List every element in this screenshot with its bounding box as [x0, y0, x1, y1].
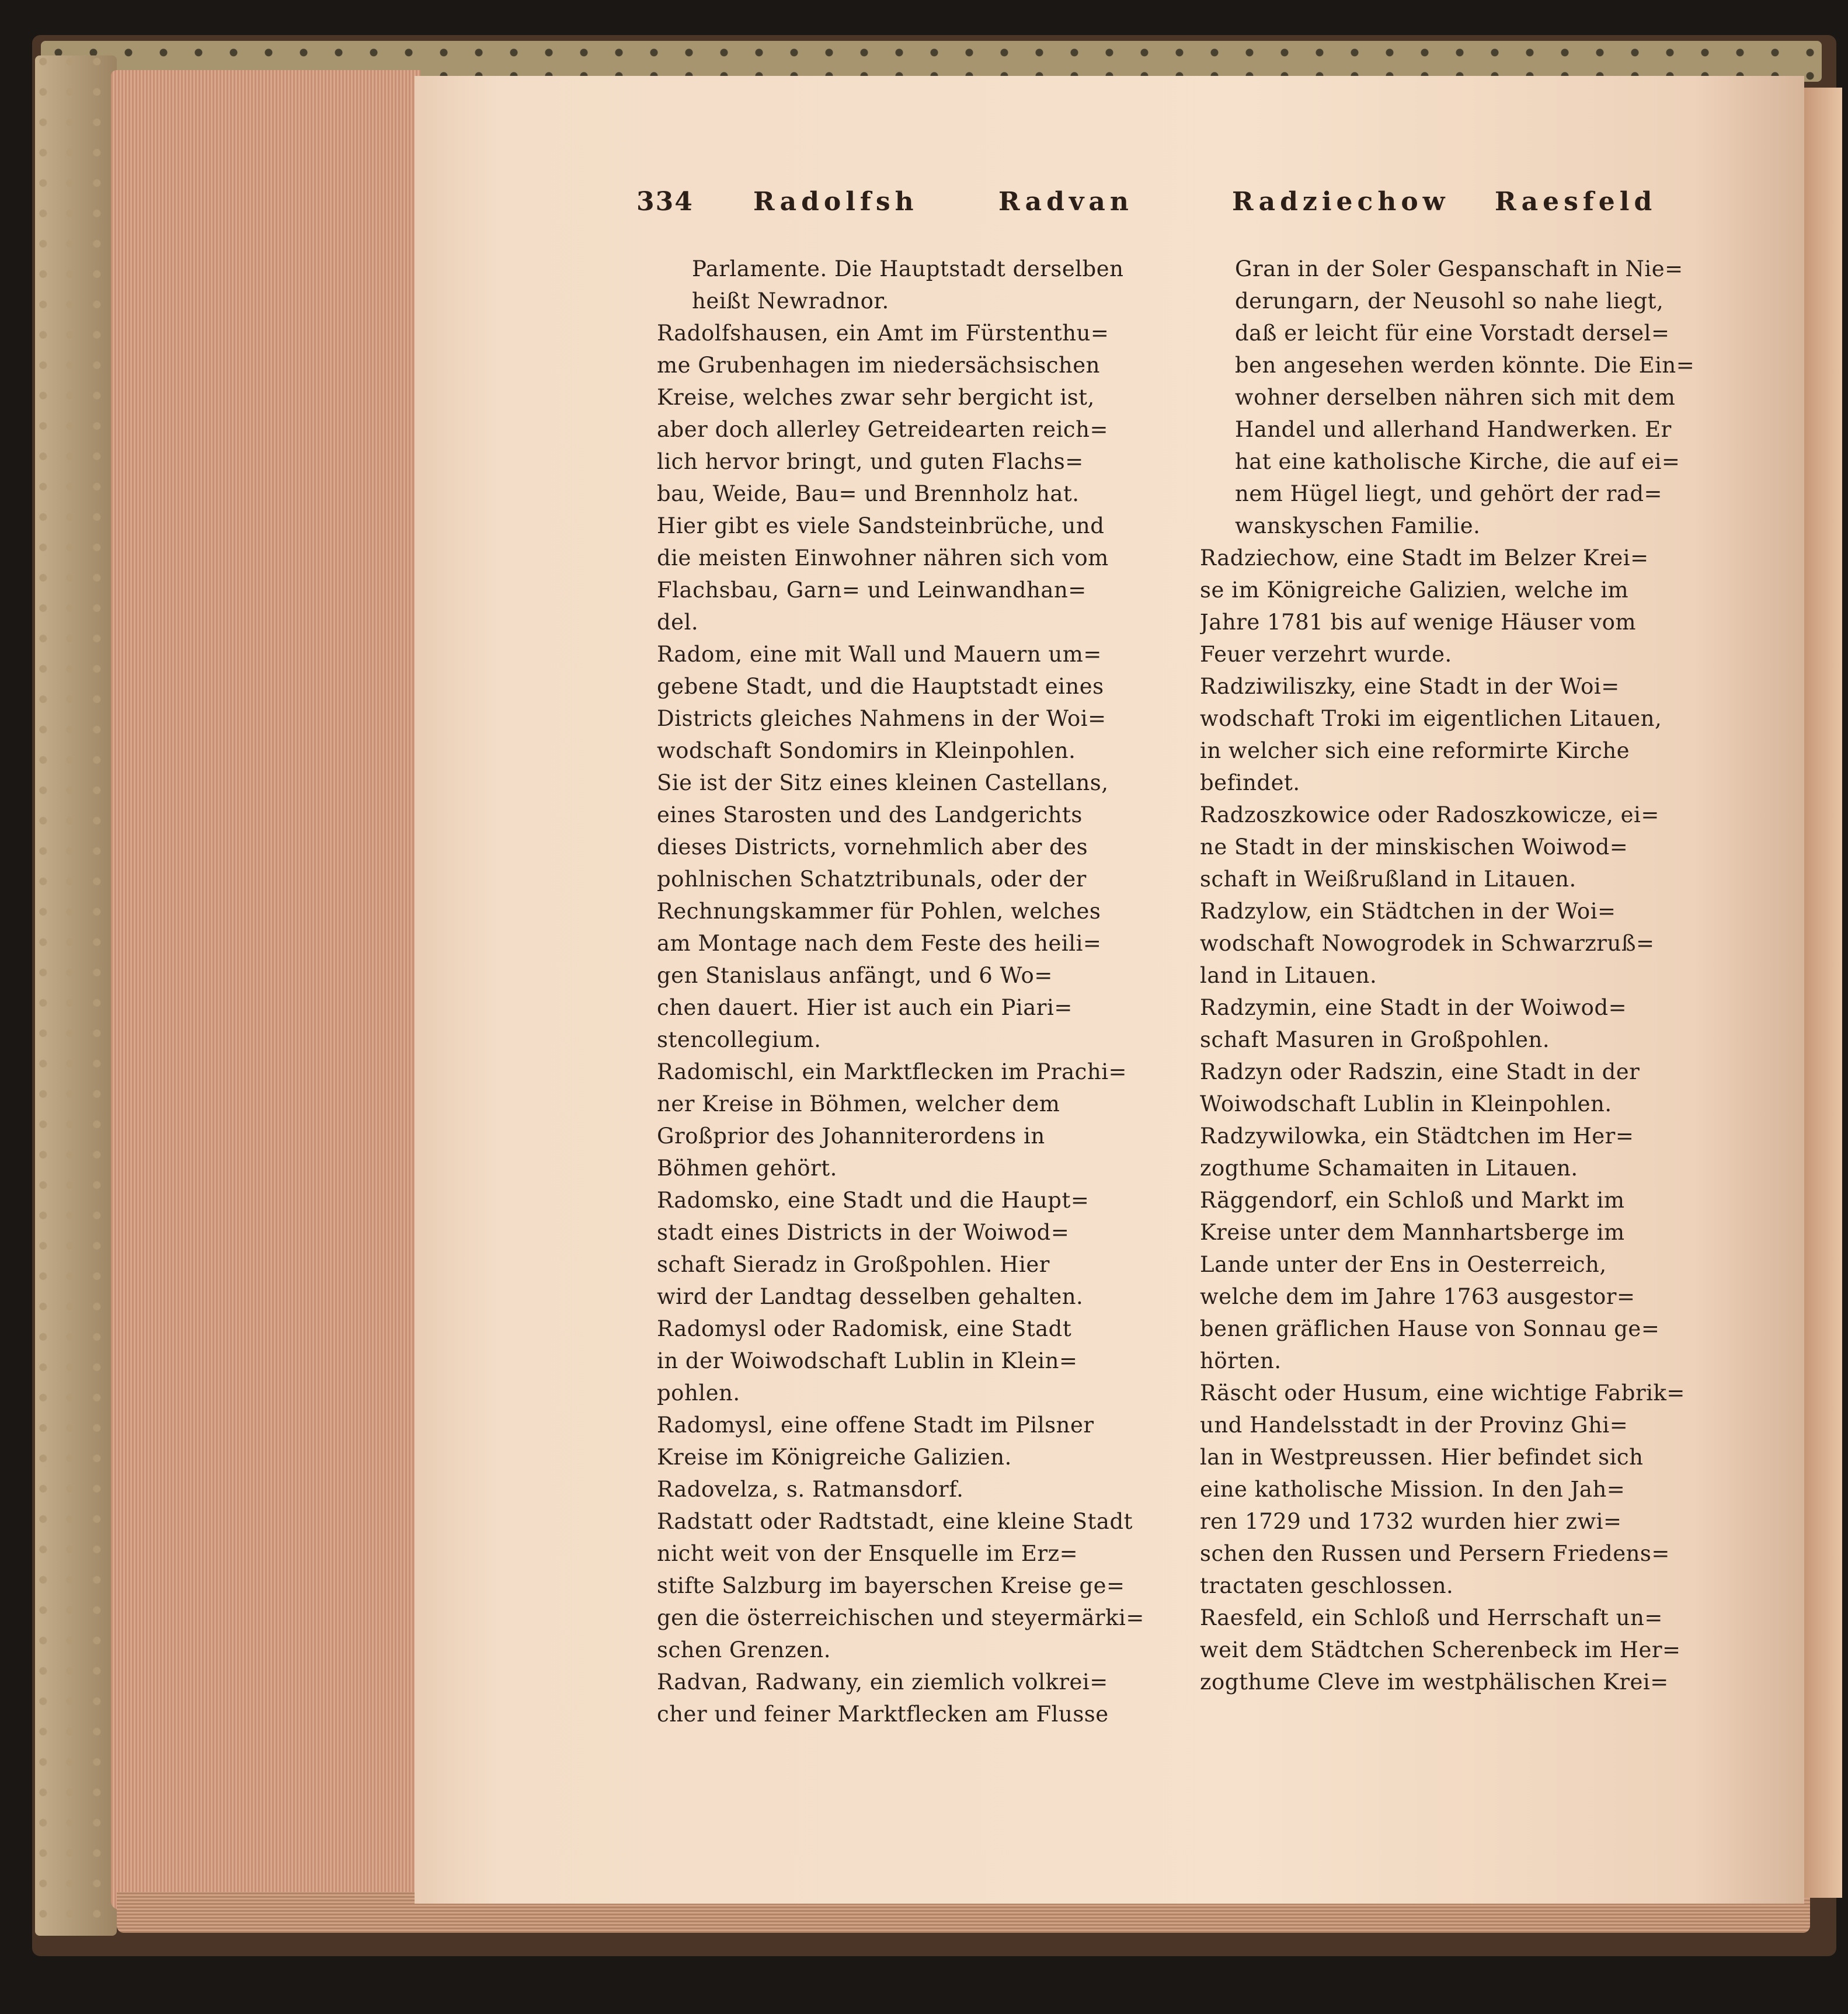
entry-line: stencollegium. — [657, 1027, 822, 1052]
dictionary-entry — [1200, 895, 1725, 992]
entry-line: in der Woiwodschaft Lublin in Klein= — [657, 1348, 1078, 1373]
entry-line: pohlen. — [657, 1380, 740, 1406]
dictionary-entry — [657, 638, 1165, 1056]
entry-line: Hier gibt es viele Sandsteinbrüche, und — [657, 513, 1105, 538]
entry-line: lich hervor bringt, und guten Flachs= — [657, 449, 1084, 474]
entry-line: Böhmen gehört. — [657, 1156, 837, 1181]
entry-line: Handel und allerhand Handwerken. Er — [1235, 417, 1672, 442]
left-text-column — [657, 253, 1165, 1730]
dictionary-entry — [657, 1473, 1165, 1505]
entry-line: Radomischl, ein Marktflecken im Prachi= — [657, 1059, 1127, 1084]
dictionary-entry — [657, 317, 1165, 638]
dictionary-entry — [1200, 1377, 1725, 1602]
entry-line: me Grubenhagen im niedersächsischen — [657, 353, 1100, 378]
entry-line: wohner derselben nähren sich mit dem — [1235, 385, 1676, 410]
entry-line: Radzyn oder Radszin, eine Stadt in der — [1200, 1059, 1640, 1084]
entry-line: und Handelsstadt in der Provinz Ghi= — [1200, 1413, 1628, 1438]
entry-line: aber doch allerley Getreidearten reich= — [657, 417, 1108, 442]
dictionary-entry — [1200, 1056, 1725, 1120]
entry-line: schaft Masuren in Großpohlen. — [1200, 1027, 1550, 1052]
entry-line: schen den Russen und Persern Friedens= — [1200, 1541, 1670, 1566]
entry-line: Kreise im Königreiche Galizien. — [657, 1445, 1012, 1470]
dictionary-entry — [1200, 1184, 1725, 1377]
entry-line: hat eine katholische Kirche, die auf ei= — [1235, 449, 1680, 474]
entry-line: ner Kreise in Böhmen, welcher dem — [657, 1091, 1060, 1116]
entry-line: heißt Newradnor. — [692, 288, 889, 314]
entry-line: daß er leicht für eine Vorstadt dersel= — [1235, 321, 1670, 346]
dictionary-entry — [1200, 992, 1725, 1056]
entry-line: Großprior des Johanniterordens in — [657, 1123, 1045, 1149]
dictionary-entry — [657, 1505, 1165, 1666]
entry-line: welche dem im Jahre 1763 ausgestor= — [1200, 1284, 1635, 1309]
entry-line: zogthume Schamaiten in Litauen. — [1200, 1156, 1578, 1181]
entry-line: wodschaft Nowogrodek in Schwarzruß= — [1200, 931, 1655, 956]
entry-line: Flachsbau, Garn= und Leinwandhan= — [657, 578, 1087, 603]
entry-line: se im Königreiche Galizien, welche im — [1200, 578, 1629, 603]
entry-line: wanskyschen Familie. — [1235, 513, 1481, 538]
entry-line: Radziechow, eine Stadt im Belzer Krei= — [1200, 545, 1649, 571]
entry-line: derungarn, der Neusohl so nahe liegt, — [1235, 288, 1664, 314]
entry-line: stifte Salzburg im bayerschen Kreise ge= — [657, 1573, 1125, 1598]
running-headword: Radvan — [998, 187, 1133, 217]
running-headword: Radziechow — [1232, 187, 1450, 217]
entry-line: schen Grenzen. — [657, 1637, 831, 1662]
entry-line: land in Litauen. — [1200, 963, 1377, 988]
entry-line: die meisten Einwohner nähren sich vom — [657, 545, 1109, 571]
entry-line: weit dem Städtchen Scherenbeck im Her= — [1200, 1637, 1681, 1662]
entry-line: schaft Sieradz in Großpohlen. Hier — [657, 1252, 1050, 1277]
entry-line: Radolfshausen, ein Amt im Fürstenthu= — [657, 321, 1109, 346]
dictionary-entry — [657, 253, 1165, 317]
dictionary-entry — [1200, 253, 1725, 542]
entry-line: Lande unter der Ens in Oesterreich, — [1200, 1252, 1607, 1277]
dictionary-entry — [1200, 670, 1725, 799]
dictionary-entry — [657, 1313, 1165, 1409]
dictionary-entry — [1200, 799, 1725, 895]
entry-line: Radstatt oder Radtstadt, eine kleine Stadt — [657, 1509, 1133, 1534]
running-headword: Radolfsh — [753, 187, 918, 217]
entry-line: in welcher sich eine reformirte Kirche — [1200, 738, 1630, 763]
entry-line: befindet. — [1200, 770, 1300, 795]
entry-line: Kreise, welches zwar sehr bergicht ist, — [657, 385, 1095, 410]
entry-line: ben angesehen werden könnte. Die Ein= — [1235, 353, 1695, 378]
entry-line: Radomysl oder Radomisk, eine Stadt — [657, 1316, 1072, 1341]
entry-line: gen die österreichischen und steyermärki= — [657, 1605, 1144, 1630]
entry-line: tractaten geschlossen. — [1200, 1573, 1454, 1598]
entry-line: cher und feiner Marktflecken am Flusse — [657, 1702, 1109, 1727]
dictionary-entry — [657, 1056, 1165, 1184]
entry-line: hörten. — [1200, 1348, 1282, 1373]
entry-line: Parlamente. Die Hauptstadt derselben — [692, 256, 1124, 281]
entry-line: wodschaft Troki im eigentlichen Litauen, — [1200, 706, 1662, 731]
dictionary-entry — [1200, 1120, 1725, 1184]
entry-line: Gran in der Soler Gespanschaft in Nie= — [1235, 256, 1683, 281]
page-number: 334 — [636, 187, 694, 217]
entry-line: stadt eines Districts in der Woiwod= — [657, 1220, 1070, 1245]
dictionary-entry — [657, 1666, 1165, 1730]
entry-line: Woiwodschaft Lublin in Kleinpohlen. — [1200, 1091, 1612, 1116]
entry-line: Radziwiliszky, eine Stadt in der Woi= — [1200, 674, 1620, 699]
entry-line: Radzywilowka, ein Städtchen im Her= — [1200, 1123, 1634, 1149]
entry-line: Kreise unter dem Mannhartsberge im — [1200, 1220, 1625, 1245]
cover-marbled-spine — [35, 55, 117, 1936]
dictionary-entry — [1200, 1602, 1725, 1698]
entry-line: Radom, eine mit Wall und Mauern um= — [657, 642, 1102, 667]
entry-line: Radomsko, eine Stadt und die Haupt= — [657, 1188, 1090, 1213]
entry-line: dieses Districts, vornehmlich aber des — [657, 834, 1088, 860]
right-text-column — [1200, 253, 1725, 1698]
entry-line: Radzymin, eine Stadt in der Woiwod= — [1200, 995, 1627, 1020]
entry-line: Räggendorf, ein Schloß und Markt im — [1200, 1188, 1625, 1213]
entry-line: nicht weit von der Ensquelle im Erz= — [657, 1541, 1078, 1566]
entry-line: lan in Westpreussen. Hier befindet sich — [1200, 1445, 1644, 1470]
entry-line: chen dauert. Hier ist auch ein Piari= — [657, 995, 1073, 1020]
entry-line: ren 1729 und 1732 wurden hier zwi= — [1200, 1509, 1622, 1534]
entry-line: nem Hügel liegt, und gehört der rad= — [1235, 481, 1663, 506]
entry-line: Radovelza, s. Ratmansdorf. — [657, 1477, 964, 1502]
entry-line: Radvan, Radwany, ein ziemlich volkrei= — [657, 1669, 1108, 1695]
page-header — [636, 187, 1664, 234]
entry-line: benen gräflichen Hause von Sonnau ge= — [1200, 1316, 1660, 1341]
entry-line: Rechnungskammer für Pohlen, welches — [657, 899, 1101, 924]
entry-line: Sie ist der Sitz eines kleinen Castellans, — [657, 770, 1109, 795]
dictionary-entry — [1200, 542, 1725, 670]
entry-line: Radomysl, eine offene Stadt im Pilsner — [657, 1413, 1094, 1438]
entry-line: Jahre 1781 bis auf wenige Häuser vom — [1200, 610, 1636, 635]
dictionary-entry — [657, 1409, 1165, 1473]
entry-line: gen Stanislaus anfängt, und 6 Wo= — [657, 963, 1053, 988]
entry-line: Radzylow, ein Städtchen in der Woi= — [1200, 899, 1616, 924]
entry-line: Radzoszkowice oder Radoszkowicze, ei= — [1200, 802, 1659, 827]
entry-line: eines Starosten und des Landgerichts — [657, 802, 1083, 827]
entry-line: pohlnischen Schatztribunals, oder der — [657, 867, 1087, 892]
entry-line: zogthume Cleve im westphälischen Krei= — [1200, 1669, 1669, 1695]
entry-line: wodschaft Sondomirs in Kleinpohlen. — [657, 738, 1076, 763]
entry-line: Feuer verzehrt wurde. — [1200, 642, 1452, 667]
entry-line: Raesfeld, ein Schloß und Herrschaft un= — [1200, 1605, 1663, 1630]
entry-line: bau, Weide, Bau= und Brennholz hat. — [657, 481, 1080, 506]
entry-line: wird der Landtag desselben gehalten. — [657, 1284, 1084, 1309]
running-headword: Raesfeld — [1495, 187, 1657, 217]
entry-line: Räscht oder Husum, eine wichtige Fabrik= — [1200, 1380, 1685, 1406]
entry-line: Districts gleiches Nahmens in der Woi= — [657, 706, 1106, 731]
facing-page-edge — [1801, 88, 1842, 1898]
dictionary-entry — [657, 1184, 1165, 1313]
entry-line: gebene Stadt, und die Hauptstadt eines — [657, 674, 1104, 699]
entry-line: ne Stadt in der minskischen Woiwod= — [1200, 834, 1628, 860]
page-edge-stack — [111, 70, 420, 1909]
entry-line: eine katholische Mission. In den Jah= — [1200, 1477, 1626, 1502]
entry-line: schaft in Weißrußland in Litauen. — [1200, 867, 1576, 892]
entry-line: am Montage nach dem Feste des heili= — [657, 931, 1102, 956]
entry-line: del. — [657, 610, 699, 635]
